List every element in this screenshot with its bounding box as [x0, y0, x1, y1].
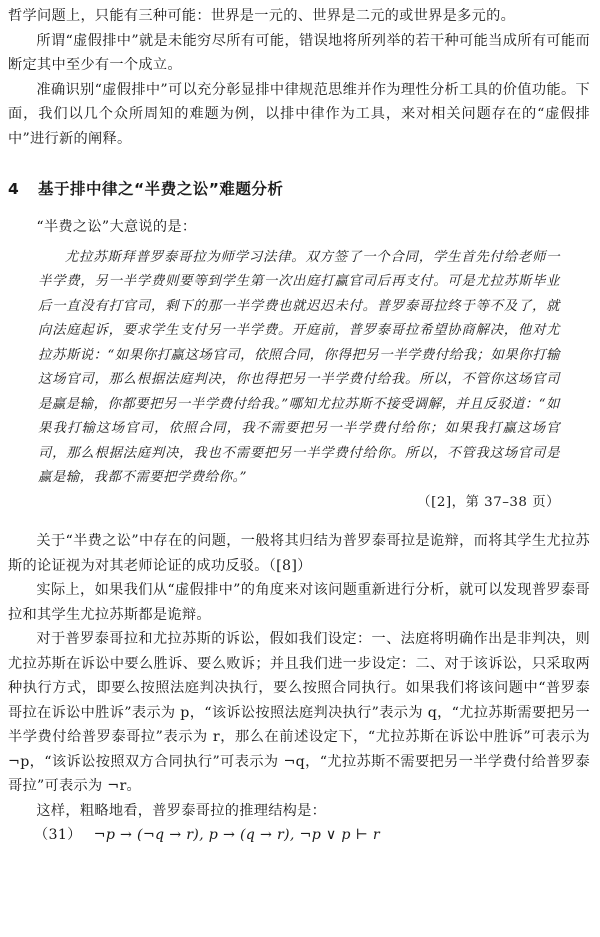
section-title: 基于排中律之“半费之讼”难题分析 — [38, 180, 284, 198]
paragraph-formalization: 对于普罗泰哥拉和尤拉苏斯的诉讼，假如我们设定：一、法庭将明确作出是非判决，则尤拉苏斯在诉讼中要么胜诉、要么败诉；并且我们进一步设定：二、对于该诉讼，只采取两种执行方式，即要么按照法庭判决执行，要么按照合同执行。如果我们将该问题中“普罗泰哥拉在诉讼中胜诉”表示为 p，“该诉讼按照法庭判决执行”表示为 q，“尤拉苏斯需要把另一半学费付给普罗泰哥拉”表示为 r，那么在前述设定下，“尤拉苏斯在诉讼中胜诉”可表示为 ¬p，“该诉讼按照双方合同执行”可表示为 ¬q，“尤拉苏斯不需要把另一半学费付给普罗泰哥拉”可表示为 ¬r。 — [8, 631, 590, 794]
block-quote — [38, 246, 560, 516]
formula-31 — [8, 823, 590, 848]
paragraph-continuation: 哲学问题上，只能有三种可能：世界是一元的、世界是二元的或世界是多元的。 — [8, 8, 516, 24]
section-heading — [8, 177, 590, 199]
section-number: 4 — [8, 180, 20, 198]
paragraph-both-sophistry: 实际上，如果我们从“虚假排中”的角度来对该问题重新进行分析，就可以发现普罗泰哥拉和其学生尤拉苏斯都是诡辩。 — [8, 582, 590, 623]
paragraph-false-middle-value: 准确识别“虚假排中”可以充分彰显排中律规范思维并作为理性分析工具的价值功能。下面，我们以几个众所周知的难题为例，以排中律作为工具，来对相关问题存在的“虚假排中”进行新的阐释。 — [8, 81, 590, 147]
paragraph-structure-intro: 这样，粗略地看，普罗泰哥拉的推理结构是： — [36, 802, 327, 819]
quote-intro: “半费之讼”大意说的是： — [36, 219, 197, 235]
quote-citation: （[2]，第 37–38 页） — [417, 494, 560, 510]
quote-text: 尤拉苏斯拜普罗泰哥拉为师学习法律。双方签了一个合同，学生首先付给老师一半学费，另一半学费则要等到学生第一次出庭打赢官司后再支付。可是尤拉苏斯毕业后一直没有打官司，剩下的那一半学费也就迟迟未付。普罗泰哥拉终于等不及了，就向法庭起诉，要求学生支付另一半学费。开庭前，普罗泰哥拉希望协商解决，他对尤拉苏斯说：“如果你打赢这场官司，依照合同，你得把另一半学费付给我；如果你打输这场官司，那么根据法庭判决，你也得把另一半学费付给我。所以，不管你这场官司是赢是输，你都要把另一半学费付给我。”哪知尤拉苏斯不接受调解，并且反驳道：“如果我打输这场官司，依照合同，我不需要把另一半学费付给你；如果我打赢这场官司，那么根据法庭判决，我也不需要把另一半学费付给你。所以，不管我这场官司是赢是输，我都不需要把学费给你。” — [38, 249, 560, 485]
formula-expression: ¬p → (¬q → r), p → (q → r), ¬p ∨ p ⊢ r — [93, 827, 380, 843]
paragraph-false-middle-definition: 所谓“虚假排中”就是未能穷尽所有可能，错误地将所列举的若干种可能当成所有可能而断定其中至少有一个成立。 — [8, 32, 590, 73]
paragraph-general-view: 关于“半费之讼”中存在的问题，一般将其归结为普罗泰哥拉是诡辩，而将其学生尤拉苏斯的论证视为对其老师论证的成功反驳。（[8]） — [8, 533, 590, 574]
formula-label: （31） — [34, 827, 82, 843]
